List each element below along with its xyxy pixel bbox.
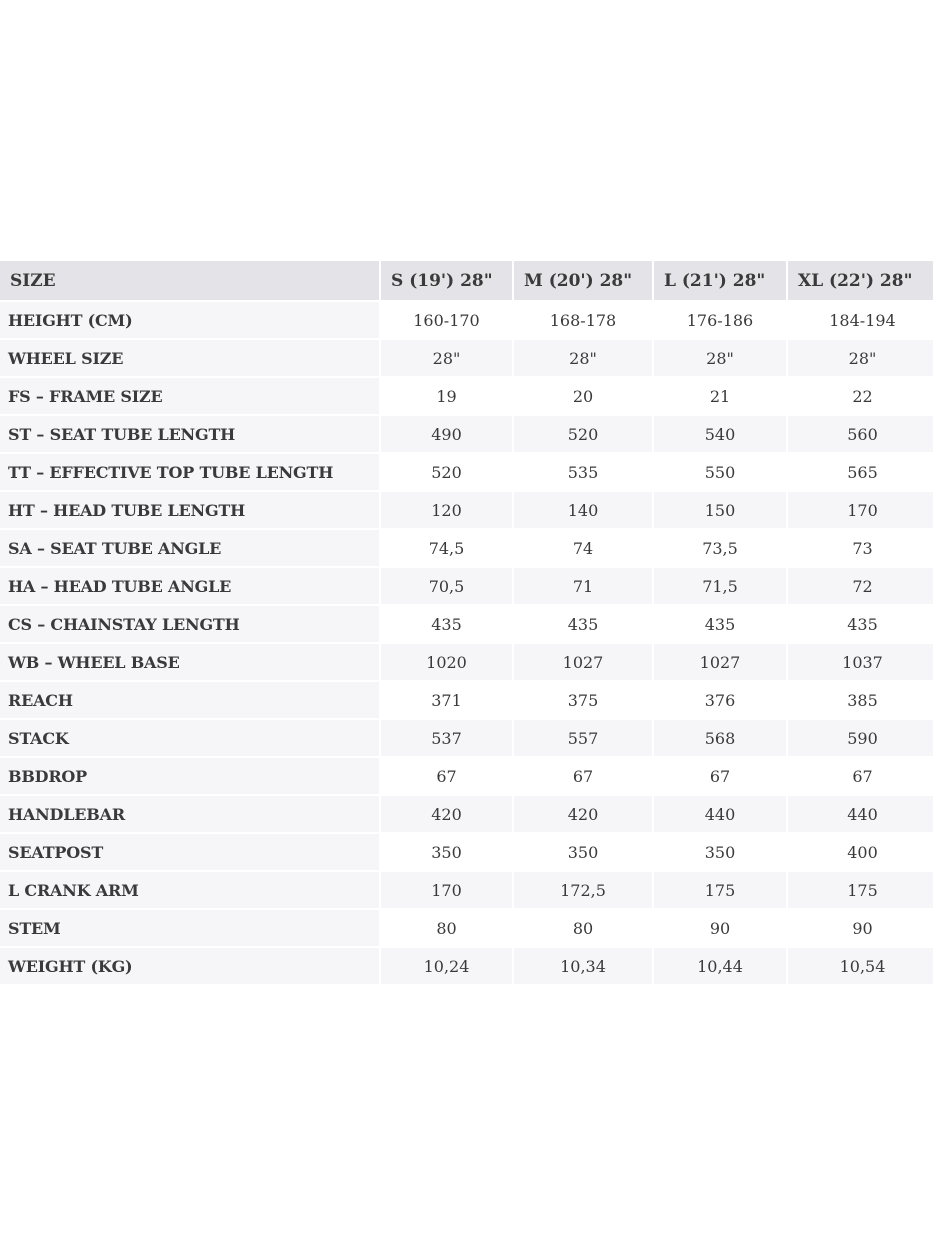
row-value: 19	[381, 378, 512, 414]
row-value: 440	[788, 796, 933, 832]
row-value: 80	[514, 910, 652, 946]
table-row	[0, 948, 933, 984]
row-value: 21	[654, 378, 786, 414]
table-row	[0, 606, 933, 642]
row-value: 160-170	[381, 302, 512, 338]
row-value: 28"	[381, 340, 512, 376]
table-row	[0, 416, 933, 452]
row-label: HT – HEAD TUBE LENGTH	[0, 492, 379, 528]
row-label: CS – CHAINSTAY LENGTH	[0, 606, 379, 642]
row-value: 28"	[514, 340, 652, 376]
header-l: L (21') 28"	[654, 261, 786, 300]
row-value: 375	[514, 682, 652, 718]
row-value: 490	[381, 416, 512, 452]
row-value: 22	[788, 378, 933, 414]
row-value: 140	[514, 492, 652, 528]
row-label: STACK	[0, 720, 379, 756]
row-value: 90	[654, 910, 786, 946]
header-xl: XL (22') 28"	[788, 261, 933, 300]
row-value: 560	[788, 416, 933, 452]
row-value: 10,24	[381, 948, 512, 984]
row-label: ST – SEAT TUBE LENGTH	[0, 416, 379, 452]
table-row	[0, 378, 933, 414]
row-value: 20	[514, 378, 652, 414]
row-label: BBDROP	[0, 758, 379, 794]
row-value: 1037	[788, 644, 933, 680]
row-value: 67	[514, 758, 652, 794]
row-label: STEM	[0, 910, 379, 946]
table-row	[0, 454, 933, 490]
table-row	[0, 492, 933, 528]
row-value: 400	[788, 834, 933, 870]
table-row	[0, 796, 933, 832]
row-value: 74	[514, 530, 652, 566]
row-value: 350	[381, 834, 512, 870]
row-value: 120	[381, 492, 512, 528]
header-m: M (20') 28"	[514, 261, 652, 300]
row-value: 10,34	[514, 948, 652, 984]
row-value: 28"	[788, 340, 933, 376]
row-value: 537	[381, 720, 512, 756]
table-row	[0, 644, 933, 680]
row-value: 420	[514, 796, 652, 832]
table-row	[0, 568, 933, 604]
row-value: 184-194	[788, 302, 933, 338]
row-value: 168-178	[514, 302, 652, 338]
row-value: 175	[788, 872, 933, 908]
header-s: S (19') 28"	[381, 261, 512, 300]
row-value: 90	[788, 910, 933, 946]
row-value: 28"	[654, 340, 786, 376]
row-label: HA – HEAD TUBE ANGLE	[0, 568, 379, 604]
row-label: FS – FRAME SIZE	[0, 378, 379, 414]
row-value: 71	[514, 568, 652, 604]
row-value: 67	[654, 758, 786, 794]
row-value: 170	[788, 492, 933, 528]
row-value: 371	[381, 682, 512, 718]
row-value: 568	[654, 720, 786, 756]
table-row	[0, 834, 933, 870]
row-value: 71,5	[654, 568, 786, 604]
table-row	[0, 530, 933, 566]
table-row	[0, 682, 933, 718]
row-label: TT – EFFECTIVE TOP TUBE LENGTH	[0, 454, 379, 490]
row-value: 10,44	[654, 948, 786, 984]
row-value: 350	[514, 834, 652, 870]
row-value: 435	[654, 606, 786, 642]
table-row	[0, 302, 933, 338]
geometry-table	[0, 259, 933, 986]
row-label: SA – SEAT TUBE ANGLE	[0, 530, 379, 566]
table-header	[0, 261, 933, 300]
row-value: 70,5	[381, 568, 512, 604]
row-value: 385	[788, 682, 933, 718]
row-value: 440	[654, 796, 786, 832]
table-row	[0, 872, 933, 908]
table-row	[0, 340, 933, 376]
row-value: 1020	[381, 644, 512, 680]
row-label: HANDLEBAR	[0, 796, 379, 832]
row-value: 420	[381, 796, 512, 832]
row-label: WB – WHEEL BASE	[0, 644, 379, 680]
header-row	[0, 261, 933, 300]
row-label: L CRANK ARM	[0, 872, 379, 908]
row-value: 67	[381, 758, 512, 794]
row-value: 565	[788, 454, 933, 490]
row-value: 350	[654, 834, 786, 870]
row-value: 74,5	[381, 530, 512, 566]
row-value: 535	[514, 454, 652, 490]
row-label: WEIGHT (KG)	[0, 948, 379, 984]
row-value: 1027	[514, 644, 652, 680]
row-value: 10,54	[788, 948, 933, 984]
table-row	[0, 758, 933, 794]
row-value: 540	[654, 416, 786, 452]
row-value: 550	[654, 454, 786, 490]
row-value: 175	[654, 872, 786, 908]
row-value: 73,5	[654, 530, 786, 566]
row-value: 72	[788, 568, 933, 604]
row-value: 170	[381, 872, 512, 908]
row-value: 520	[381, 454, 512, 490]
row-label: HEIGHT (CM)	[0, 302, 379, 338]
row-value: 150	[654, 492, 786, 528]
row-value: 67	[788, 758, 933, 794]
row-value: 557	[514, 720, 652, 756]
table-row	[0, 910, 933, 946]
row-value: 1027	[654, 644, 786, 680]
row-value: 80	[381, 910, 512, 946]
row-value: 176-186	[654, 302, 786, 338]
header-size: SIZE	[0, 261, 379, 300]
row-value: 435	[514, 606, 652, 642]
row-value: 73	[788, 530, 933, 566]
table-row	[0, 720, 933, 756]
table-body	[0, 302, 933, 984]
row-label: WHEEL SIZE	[0, 340, 379, 376]
row-value: 172,5	[514, 872, 652, 908]
row-value: 435	[381, 606, 512, 642]
row-label: REACH	[0, 682, 379, 718]
row-value: 590	[788, 720, 933, 756]
row-value: 520	[514, 416, 652, 452]
row-value: 376	[654, 682, 786, 718]
row-label: SEATPOST	[0, 834, 379, 870]
row-value: 435	[788, 606, 933, 642]
